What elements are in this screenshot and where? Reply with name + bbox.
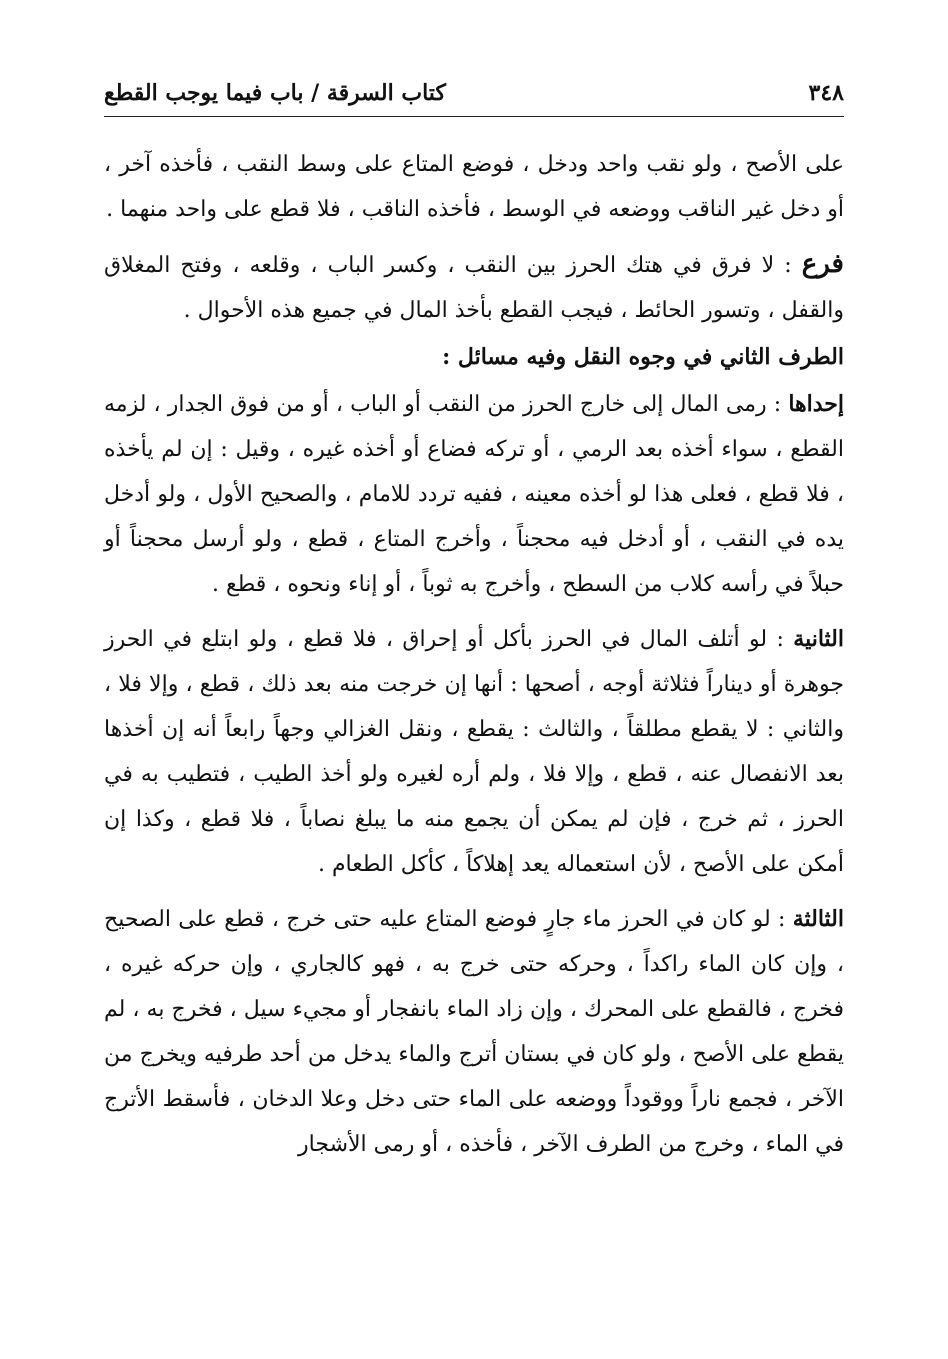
paragraph-text: : لو كان في الحرز ماء جارٍ فوضع المتاع عليه حتى خرج ، قطع على الصحيح ، وإن كان الماء راكداً ، وحركه حتى خرج به ، فهو كالجاري ، وإن حركه غيره ، فخرج ، فالقطع على المحرك ، وإن زاد الماء بانفجار أو مجيء سيل ، فخرج به ، لم يقطع على الأصح ، ولو كان في بستان أترج والماء يدخل من أحد طرفيه ويخرج من الآخر ، فجمع ناراً ووقوداً ووضعه على الماء حتى دخل وعلا الدخان ، فأسقط الأترج في الماء ، وخرج من الطرف الآخر ، فأخذه ، أو رمى الأشجار xyxy=(104,907,844,1157)
paragraph-label: الثانية xyxy=(793,626,844,652)
page-number: ٣٤٨ xyxy=(808,80,844,106)
paragraph-text: : لو أتلف المال في الحرز بأكل أو إحراق ، فلا قطع ، ولو ابتلع في الحرز جوهرة أو ديناراً فثلاثة أوجه ، أصحها : أنها إن خرجت منه بعد ذلك ، قطع ، وإلا فلا ، والثاني : لا يقطع مطلقاً ، والثالث : يقطع ، ونقل الغزالي وجهاً رابعاً أنه إن أخذها بعد الانفصال عنه ، قطع ، وإلا فلا ، ولم أره لغيره ولو أخذ الطيب ، فتطيب به في الحرز ، ثم خرج ، فإن لم يمكن أن يجمع منه ما يبلغ نصاباً ، فلا قطع ، وكذا إن أمكن على الأصح ، لأن استعماله يعد إهلاكاً ، كأكل الطعام . xyxy=(104,627,844,877)
paragraph-far xyxy=(104,242,844,333)
page-body xyxy=(104,142,844,1167)
paragraph-label: إحداها xyxy=(788,391,845,417)
paragraph-label: فرع xyxy=(801,249,844,279)
paragraph xyxy=(104,142,844,232)
section-heading xyxy=(104,335,844,380)
paragraph-third-issue xyxy=(104,897,844,1167)
page-header xyxy=(104,70,844,117)
paragraph-second-issue xyxy=(104,617,844,887)
paragraph-text: على الأصح ، ولو نقب واحد ودخل ، فوضع المتاع على وسط النقب ، فأخذه آخر ، أو دخل غير الناقب ووضعه في الوسط ، فأخذه الناقب ، فلا قطع على واحد منهما . xyxy=(104,152,844,222)
paragraph-label: الثالثة xyxy=(792,906,844,932)
section-heading-text: الطرف الثاني في وجوه النقل وفيه مسائل : xyxy=(442,344,844,370)
paragraph-text: : لا فرق في هتك الحرز بين النقب ، وكسر الباب ، وقلعه ، وفتح المغلاق والقفل ، وتسور الحائط ، فيجب القطع بأخذ المال في جميع هذه الأحوال . xyxy=(104,253,844,323)
paragraph-text: : رمى المال إلى خارج الحرز من النقب أو الباب ، أو من فوق الجدار ، لزمه القطع ، سواء أخذه بعد الرمي ، أو تركه فضاع أو أخذه غيره ، وقيل : إن لم يأخذه ، فلا قطع ، فعلى هذا لو أخذه معينه ، ففيه تردد للامام ، والصحيح الأول ، ولو أدخل يده في النقب ، أو أدخل فيه محجناً ، وأخرج المتاع ، قطع ، ولو أرسل محجناً أو حبلاً في رأسه كلاب من السطح ، وأخرج به ثوباً ، أو إناء ونحوه ، قطع . xyxy=(104,392,844,597)
running-title: كتاب السرقة / باب فيما يوجب القطع xyxy=(104,80,446,106)
paragraph-first-issue xyxy=(104,382,844,607)
